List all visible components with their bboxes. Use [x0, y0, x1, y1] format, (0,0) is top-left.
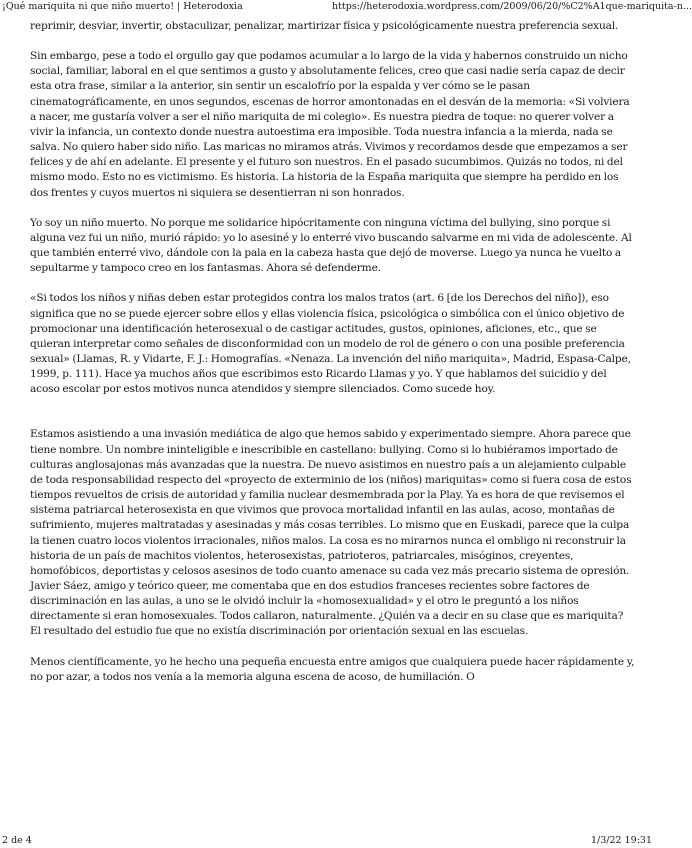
paragraph-6: Menos científicamente, yo he hecho una pequeña encuesta entre amigos que cualquiera puede hacer rápidamente y, no por azar, a todos nos venía a la memoria alguna escena de acoso, de humillación. O: [30, 655, 635, 683]
print-date: 1/3/22 19:31: [591, 835, 652, 846]
paragraph-5: Estamos asistiendo a una invasión mediática de algo que hemos sabido y experimentado siempre. Ahora parece que tiene nombre. Un nombre ininteligible e inescribible en castellano: bullying. Como si lo hubiéramos importado de culturas anglosajonas más avanzadas que la nuestra. De nuevo asistimos en nuestro país a un alejamiento culpable de toda responsabilidad respecto del «proyecto de exterminio de los (niños) mariquitas» como si fuera cosa de estos tiempos revueltos de crisis de autoridad y familia nuclear desmembrada por la Play. Ya es hora de que revisemos el sistema patriarcal heterosexista en que vivimos que provoca mortalidad infantil en las aulas, acoso, montañas de sufrimiento, mujeres maltratadas y asesinadas y más cosas terribles. Lo mismo que en Euskadi, parece que la culpa la tienen cuatro locos violentos irracionales, niños malos. La cosa es no mirarnos nunca el ombligo ni reconstruir la historia de un país de machitos violentos, heterosexistas, patrioteros, patriarcales, misóginos, creyentes, homofóbicos, deportistas y celosos asesinos de todo cuanto amenace su cada vez más precario sistema de opresión. Javier Sáez, amigo y teórico queer, me comentaba que en dos estudios franceses recientes sobre factores de discriminación en las aulas, a uno se le olvidó incluir la «homosexualidad» y el otro le preguntó a los niños directamente si eran homosexuales. Todos callaron, naturalmente. ¿Quién va a decir en su clase que es mariquita? El resultado del estudio fue que no existía discriminación por orientación sexual en las escuelas.: [30, 428, 632, 638]
page-url: https://heterodoxia.wordpress.com/2009/06/20/%C2%A1que-mariquita-n...: [332, 1, 692, 12]
paragraph-2: Sin embargo, pese a todo el orgullo gay que podamos acumular a lo largo de la vida y habernos construido un nicho social, familiar, laboral en el que sentimos a gusto y absolutamente felices, creo que casi nadie sería capaz de decir esta otra frase, similar a la anterior, sin sentir un escalofrío por la espalda y ver cómo se le pasan cinematográficamente, en unos segundos, escenas de horror amontonadas en el desván de la memoria: «Si volviera a nacer, me gustaría volver a ser el niño mariquita de mi colegio». Es nuestra piedra de toque: no querer volver a vivir la infancia, un contexto donde nuestra autoestima era imposible. Toda nuestra infancia a la mierda, nada se salva. No quiero haber sido niño. Las maricas no miramos atrás. Vivimos y recordamos desde que empezamos a ser felices y de ahí en adelante. El presente y el futuro son nuestros. En el pasado sucumbimos. Quizás no todos, ni del mismo modo. Esto no es victimismo. Es historia. La historia de la España mariquita que siempre ha perdido en los dos frentes y cuyos muertos ni siquiera se desentierran ni son honrados.: [30, 50, 630, 199]
paragraph-1: reprimir, desviar, invertir, obstaculizar, penalizar, martirizar física y psicológicamente nuestra preferencia sexual.: [30, 20, 619, 32]
page-title: ¡Qué mariquita ni que niño muerto! | Heterodoxia: [2, 1, 243, 12]
paragraph-4: «Si todos los niños y niñas deben estar protegidos contra los malos tratos (art. 6 [de los Derechos del niño]), eso significa que no se puede ejercer sobre ellos y ellas violencia física, psicológica o simbólica con el único objetivo de promocionar una identificación heterosexual o de castigar actitudes, gustos, opiniones, aficiones, etc., que se quieran interpretar como señales de disconformidad con un modelo de rol de género o con una posible preferencia sexual» (Llamas, R. y Vidarte, F. J.: Homografías. «Nenaza. La invención del niño mariquita», Madrid, Espasa-Calpe, 1999, p. 111). Hace ya muchos años que escribimos esto Ricardo Llamas y yo. Y que hablamos del suicidio y del acoso escolar por estos motivos nunca atendidos y siempre silenciados. Como sucede hoy.: [30, 292, 631, 396]
print-footer: [0, 834, 655, 848]
page-number: 2 de 4: [2, 835, 32, 846]
article-body: [30, 19, 635, 685]
print-header: [0, 0, 692, 14]
paragraph-3: Yo soy un niño muerto. No porque me solidarice hipócritamente con ninguna víctima del bullying, sino porque si alguna vez fui un niño, murió rápido: yo lo asesiné y lo enterré vivo buscando salvarme en mi vida de adolescente. Al que también enterré vivo, dándole con la pala en la cabeza hasta que dejó de moverse. Luego ya nunca he vuelto a sepultarme y tampoco creo en los fantasmas. Ahora sé defenderme.: [30, 216, 632, 275]
